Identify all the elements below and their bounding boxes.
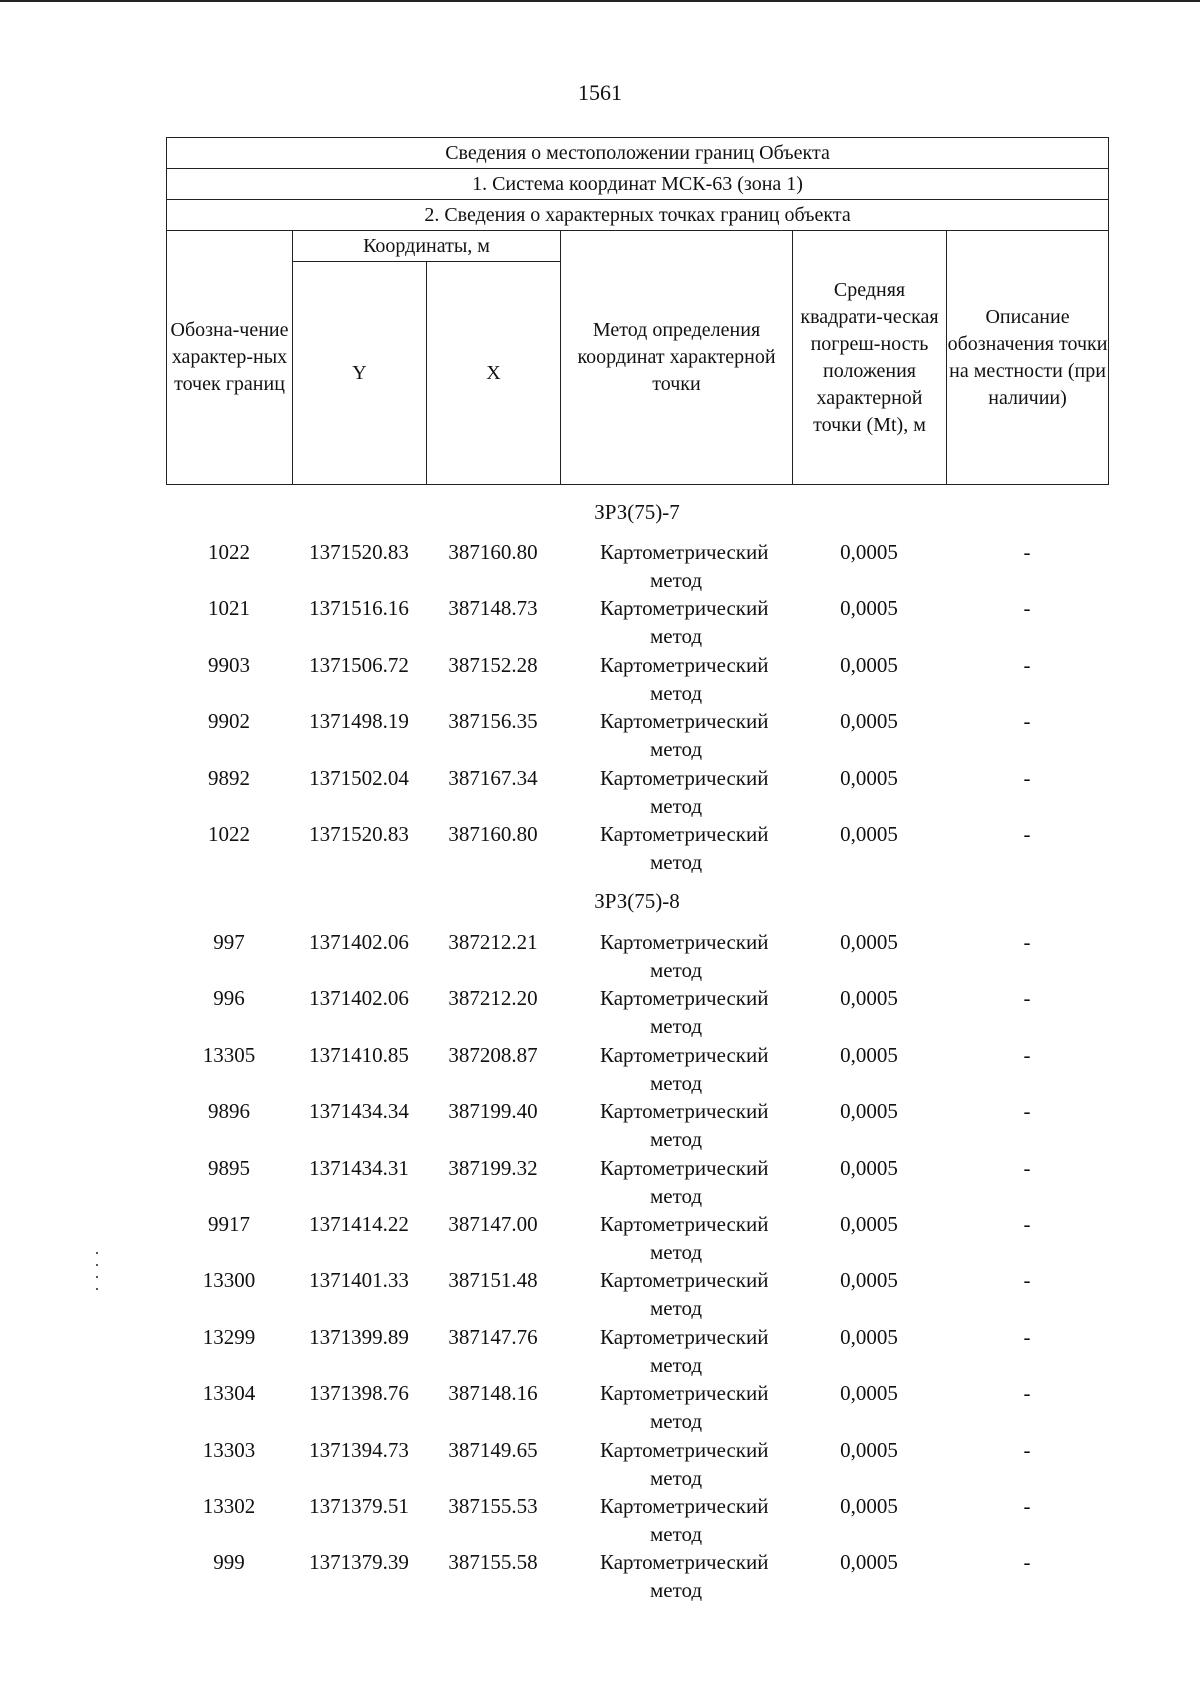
col-coords-header: Координаты, м bbox=[293, 231, 561, 262]
coord-y: 1371379.39 bbox=[309, 1550, 409, 1575]
coord-x: 387148.16 bbox=[448, 1381, 538, 1406]
error-value: 0,0005 bbox=[840, 765, 898, 790]
point-id: 1022 bbox=[208, 540, 250, 564]
coord-x: 387155.53 bbox=[448, 1494, 538, 1518]
error-value: 0,0005 bbox=[840, 1324, 898, 1349]
method: Картометрический метод bbox=[600, 765, 769, 818]
description: - bbox=[1023, 540, 1031, 564]
section-title: ЗРЗ(75)-7 bbox=[594, 500, 680, 524]
point-id: 9892 bbox=[208, 765, 250, 790]
table-row bbox=[166, 1097, 1108, 1151]
coord-x: 387152.28 bbox=[448, 652, 538, 677]
description: - bbox=[1023, 1550, 1031, 1575]
coord-y: 1371394.73 bbox=[309, 1437, 409, 1462]
col-x-header: X bbox=[427, 262, 561, 485]
point-id: 13305 bbox=[202, 1042, 256, 1067]
description: - bbox=[1023, 1212, 1031, 1236]
col-y-header: Y bbox=[293, 262, 427, 485]
error-value: 0,0005 bbox=[840, 1212, 898, 1236]
col-method-header: Метод определения координат характерной точки bbox=[561, 231, 793, 485]
error-value: 0,0005 bbox=[840, 1042, 898, 1067]
error-value: 0,0005 bbox=[840, 986, 898, 1011]
error-value: 0,0005 bbox=[840, 1550, 898, 1575]
method: Картометрический метод bbox=[600, 1381, 769, 1434]
table-row bbox=[166, 764, 1108, 818]
coord-y: 1371516.16 bbox=[309, 596, 409, 621]
point-id: 13304 bbox=[202, 1381, 256, 1406]
method: Картометрический метод bbox=[600, 986, 769, 1039]
coord-y: 1371520.83 bbox=[309, 540, 409, 564]
method: Картометрический метод bbox=[600, 1437, 769, 1490]
table-row bbox=[166, 707, 1108, 761]
description: - bbox=[1023, 1437, 1031, 1462]
description: - bbox=[1023, 652, 1031, 677]
coord-y: 1371434.31 bbox=[309, 1155, 409, 1180]
table-row bbox=[166, 651, 1108, 705]
coord-x: 387151.48 bbox=[448, 1268, 538, 1293]
coord-x: 387149.65 bbox=[448, 1437, 538, 1462]
error-value: 0,0005 bbox=[840, 930, 898, 954]
method: Картометрический метод bbox=[600, 1155, 769, 1208]
method: Картометрический метод bbox=[600, 540, 769, 592]
point-id: 999 bbox=[213, 1550, 245, 1575]
point-id: 9902 bbox=[208, 709, 250, 734]
coord-y: 1371414.22 bbox=[309, 1212, 409, 1236]
point-id: 9903 bbox=[208, 652, 250, 677]
table-row bbox=[166, 1548, 1108, 1602]
error-value: 0,0005 bbox=[840, 596, 898, 621]
coord-y: 1371520.83 bbox=[309, 822, 409, 846]
method: Картометрический метод bbox=[600, 709, 769, 762]
point-id: 13300 bbox=[202, 1268, 256, 1293]
table-row bbox=[166, 538, 1108, 592]
table-row bbox=[166, 820, 1108, 874]
coord-y: 1371410.85 bbox=[309, 1042, 409, 1067]
description: - bbox=[1023, 1155, 1031, 1180]
table-row bbox=[166, 1492, 1108, 1546]
top-rule bbox=[0, 0, 1200, 2]
coord-x: 387147.00 bbox=[448, 1212, 538, 1236]
table-row bbox=[166, 1379, 1108, 1433]
table-row bbox=[166, 1266, 1108, 1320]
description: - bbox=[1023, 1042, 1031, 1067]
col-error-header: Средняя квадрати-ческая погреш-ность положения характерной точки (Mt), м bbox=[793, 231, 947, 485]
description: - bbox=[1023, 1381, 1031, 1406]
page-number: 1561 bbox=[578, 80, 622, 105]
coord-y: 1371502.04 bbox=[309, 765, 409, 790]
table-row bbox=[166, 1154, 1108, 1208]
method: Картометрический метод bbox=[600, 1324, 769, 1377]
coord-y: 1371402.06 bbox=[309, 986, 409, 1011]
table-row bbox=[166, 984, 1108, 1038]
table-row bbox=[166, 594, 1108, 648]
col-point-id-header: Обозна-чение характер-ных точек границ bbox=[167, 231, 293, 485]
coord-x: 387212.20 bbox=[448, 986, 538, 1011]
coord-x: 387160.80 bbox=[448, 540, 538, 564]
point-id: 997 bbox=[213, 930, 245, 954]
point-id: 1021 bbox=[208, 596, 250, 621]
method: Картометрический метод bbox=[600, 822, 769, 874]
point-id: 13299 bbox=[202, 1324, 256, 1349]
point-id: 1022 bbox=[208, 822, 250, 846]
error-value: 0,0005 bbox=[840, 1381, 898, 1406]
description: - bbox=[1023, 1494, 1031, 1518]
description: - bbox=[1023, 986, 1031, 1011]
description: - bbox=[1023, 1099, 1031, 1124]
error-value: 0,0005 bbox=[840, 822, 898, 846]
coord-x: 387208.87 bbox=[448, 1042, 538, 1067]
header-table bbox=[166, 137, 1109, 485]
description: - bbox=[1023, 765, 1031, 790]
coord-x: 387156.35 bbox=[448, 709, 538, 734]
coord-x: 387199.40 bbox=[448, 1099, 538, 1124]
description: - bbox=[1023, 1268, 1031, 1293]
description: - bbox=[1023, 822, 1031, 846]
coord-x: 387155.58 bbox=[448, 1550, 538, 1575]
table-row bbox=[166, 928, 1108, 982]
method: Картометрический метод bbox=[600, 1212, 769, 1264]
coord-x: 387199.32 bbox=[448, 1155, 538, 1180]
col-desc-header: Описание обозначения точки на местности (при наличии) bbox=[947, 231, 1109, 485]
point-id: 996 bbox=[213, 986, 245, 1011]
coordinate-system: 1. Система координат МСК-63 (зона 1) bbox=[167, 169, 1109, 200]
point-id: 9896 bbox=[208, 1099, 250, 1124]
error-value: 0,0005 bbox=[840, 1155, 898, 1180]
method: Картометрический метод bbox=[600, 652, 769, 705]
error-value: 0,0005 bbox=[840, 1268, 898, 1293]
coord-y: 1371401.33 bbox=[309, 1268, 409, 1293]
table-row bbox=[166, 1041, 1108, 1095]
error-value: 0,0005 bbox=[840, 1099, 898, 1124]
coord-x: 387148.73 bbox=[448, 596, 538, 621]
coord-x: 387147.76 bbox=[448, 1324, 538, 1349]
method: Картометрический метод bbox=[600, 1494, 769, 1546]
error-value: 0,0005 bbox=[840, 652, 898, 677]
description: - bbox=[1023, 1324, 1031, 1349]
table-row bbox=[166, 1210, 1108, 1264]
coord-y: 1371379.51 bbox=[309, 1494, 409, 1518]
description: - bbox=[1023, 596, 1031, 621]
description: - bbox=[1023, 709, 1031, 734]
coord-y: 1371399.89 bbox=[309, 1324, 409, 1349]
table-row bbox=[166, 1436, 1108, 1490]
method: Картометрический метод bbox=[600, 1042, 769, 1095]
error-value: 0,0005 bbox=[840, 540, 898, 564]
coord-y: 1371506.72 bbox=[309, 652, 409, 677]
method: Картометрический метод bbox=[600, 930, 769, 982]
coord-y: 1371402.06 bbox=[309, 930, 409, 954]
description: - bbox=[1023, 930, 1031, 954]
point-id: 9917 bbox=[208, 1212, 250, 1236]
error-value: 0,0005 bbox=[840, 1437, 898, 1462]
header-title: Сведения о местоположении границ Объекта bbox=[167, 138, 1109, 169]
point-id: 13302 bbox=[202, 1494, 256, 1518]
coord-x: 387160.80 bbox=[448, 822, 538, 846]
coord-x: 387212.21 bbox=[448, 930, 538, 954]
section-title: ЗРЗ(75)-8 bbox=[594, 889, 680, 913]
table-row bbox=[166, 1323, 1108, 1377]
method: Картометрический метод bbox=[600, 1550, 769, 1603]
error-value: 0,0005 bbox=[840, 709, 898, 734]
points-info-title: 2. Сведения о характерных точках границ объекта bbox=[167, 200, 1109, 231]
coord-y: 1371434.34 bbox=[309, 1099, 409, 1124]
method: Картометрический метод bbox=[600, 596, 769, 649]
method: Картометрический метод bbox=[600, 1268, 769, 1321]
method: Картометрический метод bbox=[600, 1099, 769, 1152]
point-id: 13303 bbox=[202, 1437, 256, 1462]
coord-y: 1371398.76 bbox=[309, 1381, 409, 1406]
coord-y: 1371498.19 bbox=[309, 709, 409, 734]
point-id: 9895 bbox=[208, 1155, 250, 1180]
coord-x: 387167.34 bbox=[448, 765, 538, 790]
error-value: 0,0005 bbox=[840, 1494, 898, 1518]
scan-artifact bbox=[96, 1252, 100, 1302]
